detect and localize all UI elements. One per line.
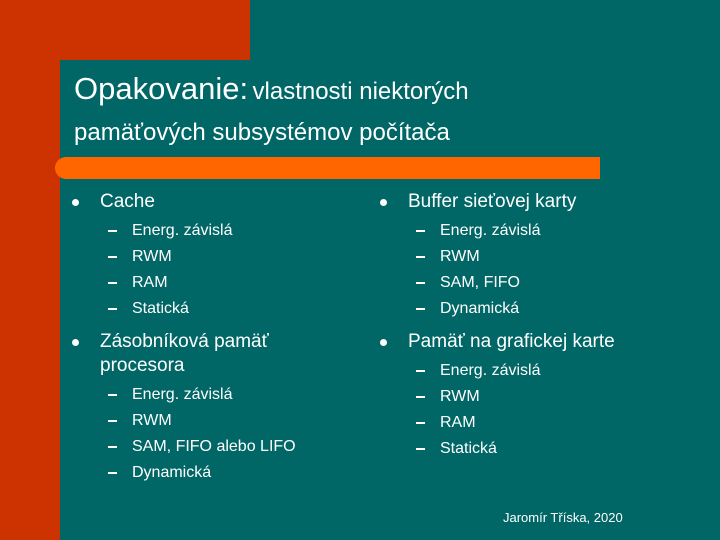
- bullet-item: [380, 330, 700, 354]
- dash-icon: [108, 472, 117, 474]
- dash-icon: [108, 308, 117, 310]
- title-divider-bar: [55, 157, 600, 179]
- bullet-item: [72, 190, 352, 214]
- dash-icon: [108, 394, 117, 396]
- sub-item: Dynamická: [72, 460, 352, 486]
- decor-orange-left: [0, 60, 60, 540]
- title-main: Opakovanie:: [74, 71, 249, 106]
- sub-item: Statická: [72, 296, 352, 322]
- dash-icon: [416, 370, 425, 372]
- bullet-label: Cache: [100, 191, 155, 212]
- sub-item: Energ. závislá: [72, 382, 352, 408]
- dash-icon: [108, 230, 117, 232]
- sub-item: RWM: [380, 384, 700, 410]
- sub-item: Energ. závislá: [72, 218, 352, 244]
- sub-item: RWM: [72, 408, 352, 434]
- title-rest: vlastnosti niektorých: [252, 78, 469, 105]
- dash-icon: [416, 422, 425, 424]
- bullet-item: [72, 330, 352, 378]
- sub-item: RWM: [72, 244, 352, 270]
- dash-icon: [108, 446, 117, 448]
- dash-icon: [108, 420, 117, 422]
- sub-item: Dynamická: [380, 296, 700, 322]
- bullet-dot-icon: [380, 199, 387, 206]
- bullet-label: Pamäť na grafickej karte: [408, 331, 615, 352]
- bullet-dot-icon: [72, 339, 79, 346]
- sub-list: [72, 382, 352, 486]
- dash-icon: [416, 396, 425, 398]
- dash-icon: [416, 448, 425, 450]
- dash-icon: [416, 230, 425, 232]
- sub-list: [380, 358, 700, 462]
- bullet-dot-icon: [72, 199, 79, 206]
- left-column: [72, 190, 352, 494]
- sub-item: RAM: [380, 410, 700, 436]
- footer-author: Jaromír Tříska, 2020: [503, 510, 623, 525]
- sub-item: RAM: [72, 270, 352, 296]
- sub-item: RWM: [380, 244, 700, 270]
- dash-icon: [416, 282, 425, 284]
- sub-list: [72, 218, 352, 322]
- sub-list: [380, 218, 700, 322]
- right-column: [380, 190, 700, 470]
- bullet-label: Zásobníková pamäť procesora: [100, 331, 269, 376]
- sub-item: Energ. závislá: [380, 358, 700, 384]
- bullet-dot-icon: [380, 339, 387, 346]
- bullet-label: Buffer sieťovej karty: [408, 191, 577, 212]
- dash-icon: [108, 256, 117, 258]
- sub-item: Energ. závislá: [380, 218, 700, 244]
- sub-item: Statická: [380, 436, 700, 462]
- dash-icon: [108, 282, 117, 284]
- dash-icon: [416, 308, 425, 310]
- title-line2: pamäťových subsystémov počítača: [74, 119, 450, 146]
- bullet-item: [380, 190, 700, 214]
- decor-orange-block: [0, 0, 250, 60]
- sub-item: SAM, FIFO alebo LIFO: [72, 434, 352, 460]
- slide-title: [74, 70, 694, 152]
- dash-icon: [416, 256, 425, 258]
- sub-item: SAM, FIFO: [380, 270, 700, 296]
